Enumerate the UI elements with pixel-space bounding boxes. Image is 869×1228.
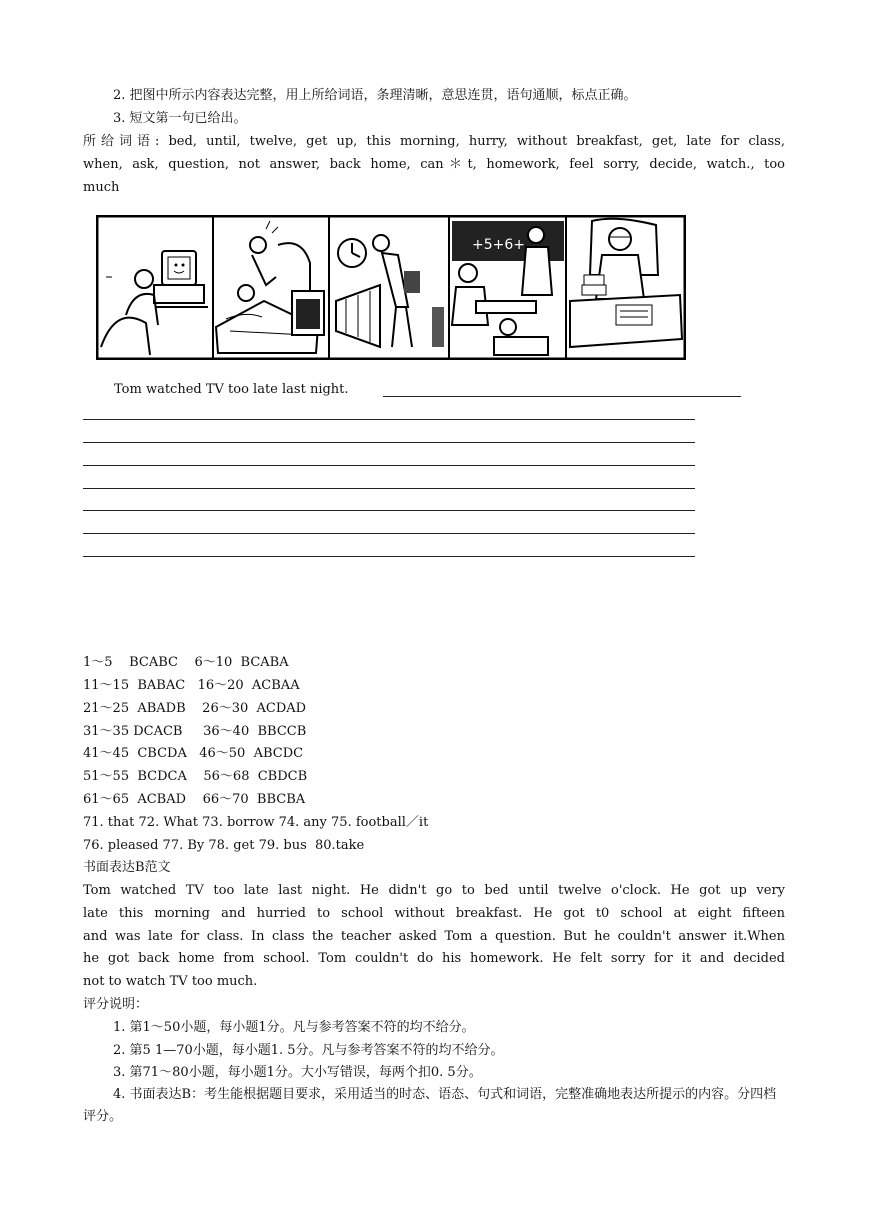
model-essay-line: Tom watched TV too late last night. He didn't go to bed until twelve o'clock. He got up very xyxy=(83,883,785,898)
writing-line[interactable] xyxy=(83,465,695,466)
model-essay-line: not to watch TV too much. xyxy=(83,974,258,989)
first-sentence: Tom watched TV too late last night. xyxy=(114,382,349,397)
scoring-heading: 评分说明： xyxy=(83,997,149,1012)
model-essay-line: and was late for class. In class the teacher asked Tom a question. But he couldn't answer it.When xyxy=(83,929,785,944)
writing-line[interactable] xyxy=(83,510,695,511)
model-essay-line: he got back home from school. Tom couldn't do his homework. He felt sorry for it and decided xyxy=(83,951,785,966)
svg-text:+5+6+: +5+6+ xyxy=(472,237,526,253)
answer-key-line: 11～15 BABAC 16～20 ACBAA xyxy=(83,678,300,693)
given-words-line-1: 所给词语: bed, until, twelve, get up, this morning, hurry, without breakfast, get, late for class, xyxy=(83,134,785,149)
model-essay-heading: 书面表达B范文 xyxy=(83,860,171,875)
instruction-item-2: 2. 把图中所示内容表达完整，用上所给词语，条理清晰，意思连贯，语句通顺，标点正确。 xyxy=(113,88,637,103)
scoring-item: 2. 第5 1—70小题，每小题1. 5分。凡与参考答案不符的均不给分。 xyxy=(113,1043,504,1058)
scoring-item: 1. 第1～50小题，每小题1分。凡与参考答案不符的均不给分。 xyxy=(113,1020,475,1035)
comic-strip-image xyxy=(96,215,686,360)
answer-key-line: 76. pleased 77. By 78. get 79. bus 80.take xyxy=(83,838,365,853)
given-words-line-2: when, ask, question, not answer, back home, can＊t, homework, feel sorry, decide, watch., too xyxy=(83,157,785,172)
writing-line[interactable] xyxy=(383,396,741,397)
writing-line[interactable] xyxy=(83,419,695,420)
instruction-item-3: 3. 短文第一句已给出。 xyxy=(113,111,247,126)
answer-key-line: 1～5 BCABC 6～10 BCABA xyxy=(83,655,289,670)
writing-line[interactable] xyxy=(83,488,695,489)
model-essay-line: late this morning and hurried to school without breakfast. He got t0 school at eight fifteen xyxy=(83,906,785,921)
writing-line[interactable] xyxy=(83,533,695,534)
scoring-item: 4. 书面表达B：考生能根据题目要求，采用适当的时态、语态、句式和词语，完整准确地表达所提示的内容。分四档评分。 xyxy=(83,1087,777,1124)
answer-key-line: 61～65 ACBAD 66～70 BBCBA xyxy=(83,792,306,807)
answer-key-line: 71. that 72. What 73. borrow 74. any 75. football／it xyxy=(83,815,429,830)
answer-key-line: 41～45 CBCDA 46～50 ABCDC xyxy=(83,746,304,761)
given-words-line-3: much xyxy=(83,180,120,195)
answer-key-line: 51～55 BCDCA 56～68 CBDCB xyxy=(83,769,308,784)
writing-line[interactable] xyxy=(83,556,695,557)
answer-key-line: 31～35 DCACB 36～40 BBCCB xyxy=(83,724,307,739)
scoring-item: 3. 第71～80小题，每小题1分。大小写错误，每两个扣0. 5分。 xyxy=(113,1065,482,1080)
answer-key-line: 21～25 ABADB 26～30 ACDAD xyxy=(83,701,307,716)
writing-line[interactable] xyxy=(83,442,695,443)
